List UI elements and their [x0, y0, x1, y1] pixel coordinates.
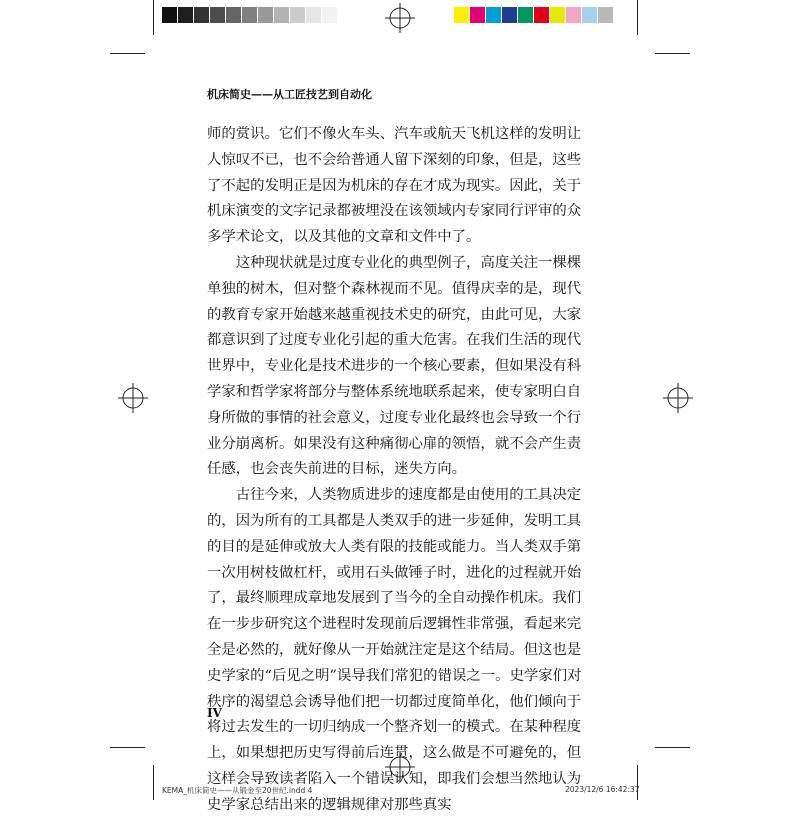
crop-mark	[110, 53, 145, 54]
registration-mark-left	[118, 383, 148, 413]
color-swatch	[518, 7, 534, 23]
crop-mark	[655, 747, 690, 748]
paragraph	[207, 483, 587, 818]
grayscale-swatch	[322, 7, 338, 23]
page-number: IV	[207, 706, 222, 720]
grayscale-swatch	[162, 7, 178, 23]
color-swatch	[582, 7, 598, 23]
color-bar	[454, 7, 614, 23]
color-swatch	[486, 7, 502, 23]
running-header: 机床简史——从工匠技艺到自动化	[207, 88, 372, 101]
registration-mark-top	[385, 3, 415, 33]
text-line: 头做锤子时，进化的过程就开始了，最终顺理成章地发展到了当今的	[207, 564, 582, 607]
text-line: 大人类有限的技能或能力。当人类双手第一次用树枝做杠杆，或用石	[207, 538, 582, 581]
text-line: 的一切归纳成一个整齐划一的模式。在某种程度上，如果想把历史写	[207, 719, 582, 762]
text-line: 全自动操作机床。我们在一步步研究这个进程时发现前后逻辑性非常	[207, 590, 582, 633]
color-swatch	[454, 7, 470, 23]
grayscale-swatch	[226, 7, 242, 23]
text-line: 来越重视技术史的研究，由此可见，大家都意识到了过度专业化引起	[207, 306, 582, 349]
text-line: 已，也不会给普通人留下深刻的印象，但是，这些了不起的发明正是	[207, 151, 582, 194]
grayscale-swatch	[178, 7, 194, 23]
crop-mark	[110, 747, 145, 748]
text-line: 师的赏识。它们不像火车头、汽车或航天飞机这样的发明让人惊叹不	[207, 126, 582, 168]
text-line: 因为机床的存在才成为现实。因此，关于机床演变的文字记录都被埋	[207, 177, 582, 220]
grayscale-swatch	[210, 7, 226, 23]
grayscale-swatch	[242, 7, 258, 23]
color-swatch	[534, 7, 550, 23]
text-line: 没在该领域内专家同行评审的众多学术论文，以及其他的文章和文件	[207, 203, 582, 246]
grayscale-swatch	[258, 7, 274, 23]
text-line: 使专家明白自身所做的事情的社会意义，过度专业化最终也会导致	[207, 383, 582, 426]
color-swatch	[550, 7, 566, 23]
body-text	[207, 122, 587, 819]
registration-mark-right	[663, 383, 693, 413]
text-line: 强，看起来完全是必然的，就好像从一开始就注定是这个结局。但这	[207, 616, 582, 658]
slug-file-info: KEMA_机床简史——从锻金至20世纪.indd 4	[162, 786, 313, 795]
crop-mark	[153, 0, 154, 35]
text-line: 这种现状就是过度专业化的典型例子，高度关注一棵棵单独的树	[207, 254, 582, 297]
text-line: 的重大危害。在我们生活的现代世界中，专业化是技术进步的一个核	[207, 332, 582, 375]
text-line: 所有的工具都是人类双手的进一步延伸，发明工具的目的是延伸或放	[207, 512, 582, 555]
text-line: 一个行业分崩离析。如果没有这种痛彻心扉的领悟，就不会产生责任	[207, 409, 582, 478]
text-line: 也是史学家的“后见之明”误导我们常犯的错误之一。史学家们对秩	[207, 641, 582, 710]
grayscale-swatch	[274, 7, 290, 23]
text-line: 序的渴望总会诱导他们把一切都过度简单化，他们倾向于将过去发生	[207, 693, 582, 736]
color-swatch	[598, 7, 614, 23]
text-line: 木，但对整个森林视而不见。值得庆幸的是，现代的教育专家开始越	[207, 280, 582, 323]
paragraph	[207, 251, 587, 483]
crop-mark	[153, 765, 154, 800]
text-line: 感，也会丧失前进的目标，迷失方向。	[221, 461, 467, 478]
grayscale-swatch	[290, 7, 306, 23]
text-line: 古往今来，人类物质进步的速度都是由使用的工具决定的，因为	[207, 487, 582, 529]
grayscale-swatch	[194, 7, 210, 23]
text-line: 得前后连贯，这么做是不可避免的，但这样会导致读者陷入一个错误	[207, 745, 582, 787]
text-line: 中了。	[437, 229, 481, 246]
text-line: 认知，即我们会想当然地认为史学家总结出来的逻辑规律对那些真实	[207, 770, 582, 813]
crop-mark	[637, 765, 638, 800]
color-swatch	[566, 7, 582, 23]
crop-mark	[655, 53, 690, 54]
grayscale-bar	[162, 7, 338, 23]
color-swatch	[470, 7, 486, 23]
crop-mark	[637, 0, 638, 35]
paragraph	[207, 122, 587, 251]
color-swatch	[502, 7, 518, 23]
slug-timestamp: 2023/12/6 16:42:37	[565, 785, 640, 794]
grayscale-swatch	[306, 7, 322, 23]
text-line: 心要素，但如果没有科学家和哲学家将部分与整体系统地联系起来，	[207, 358, 582, 400]
